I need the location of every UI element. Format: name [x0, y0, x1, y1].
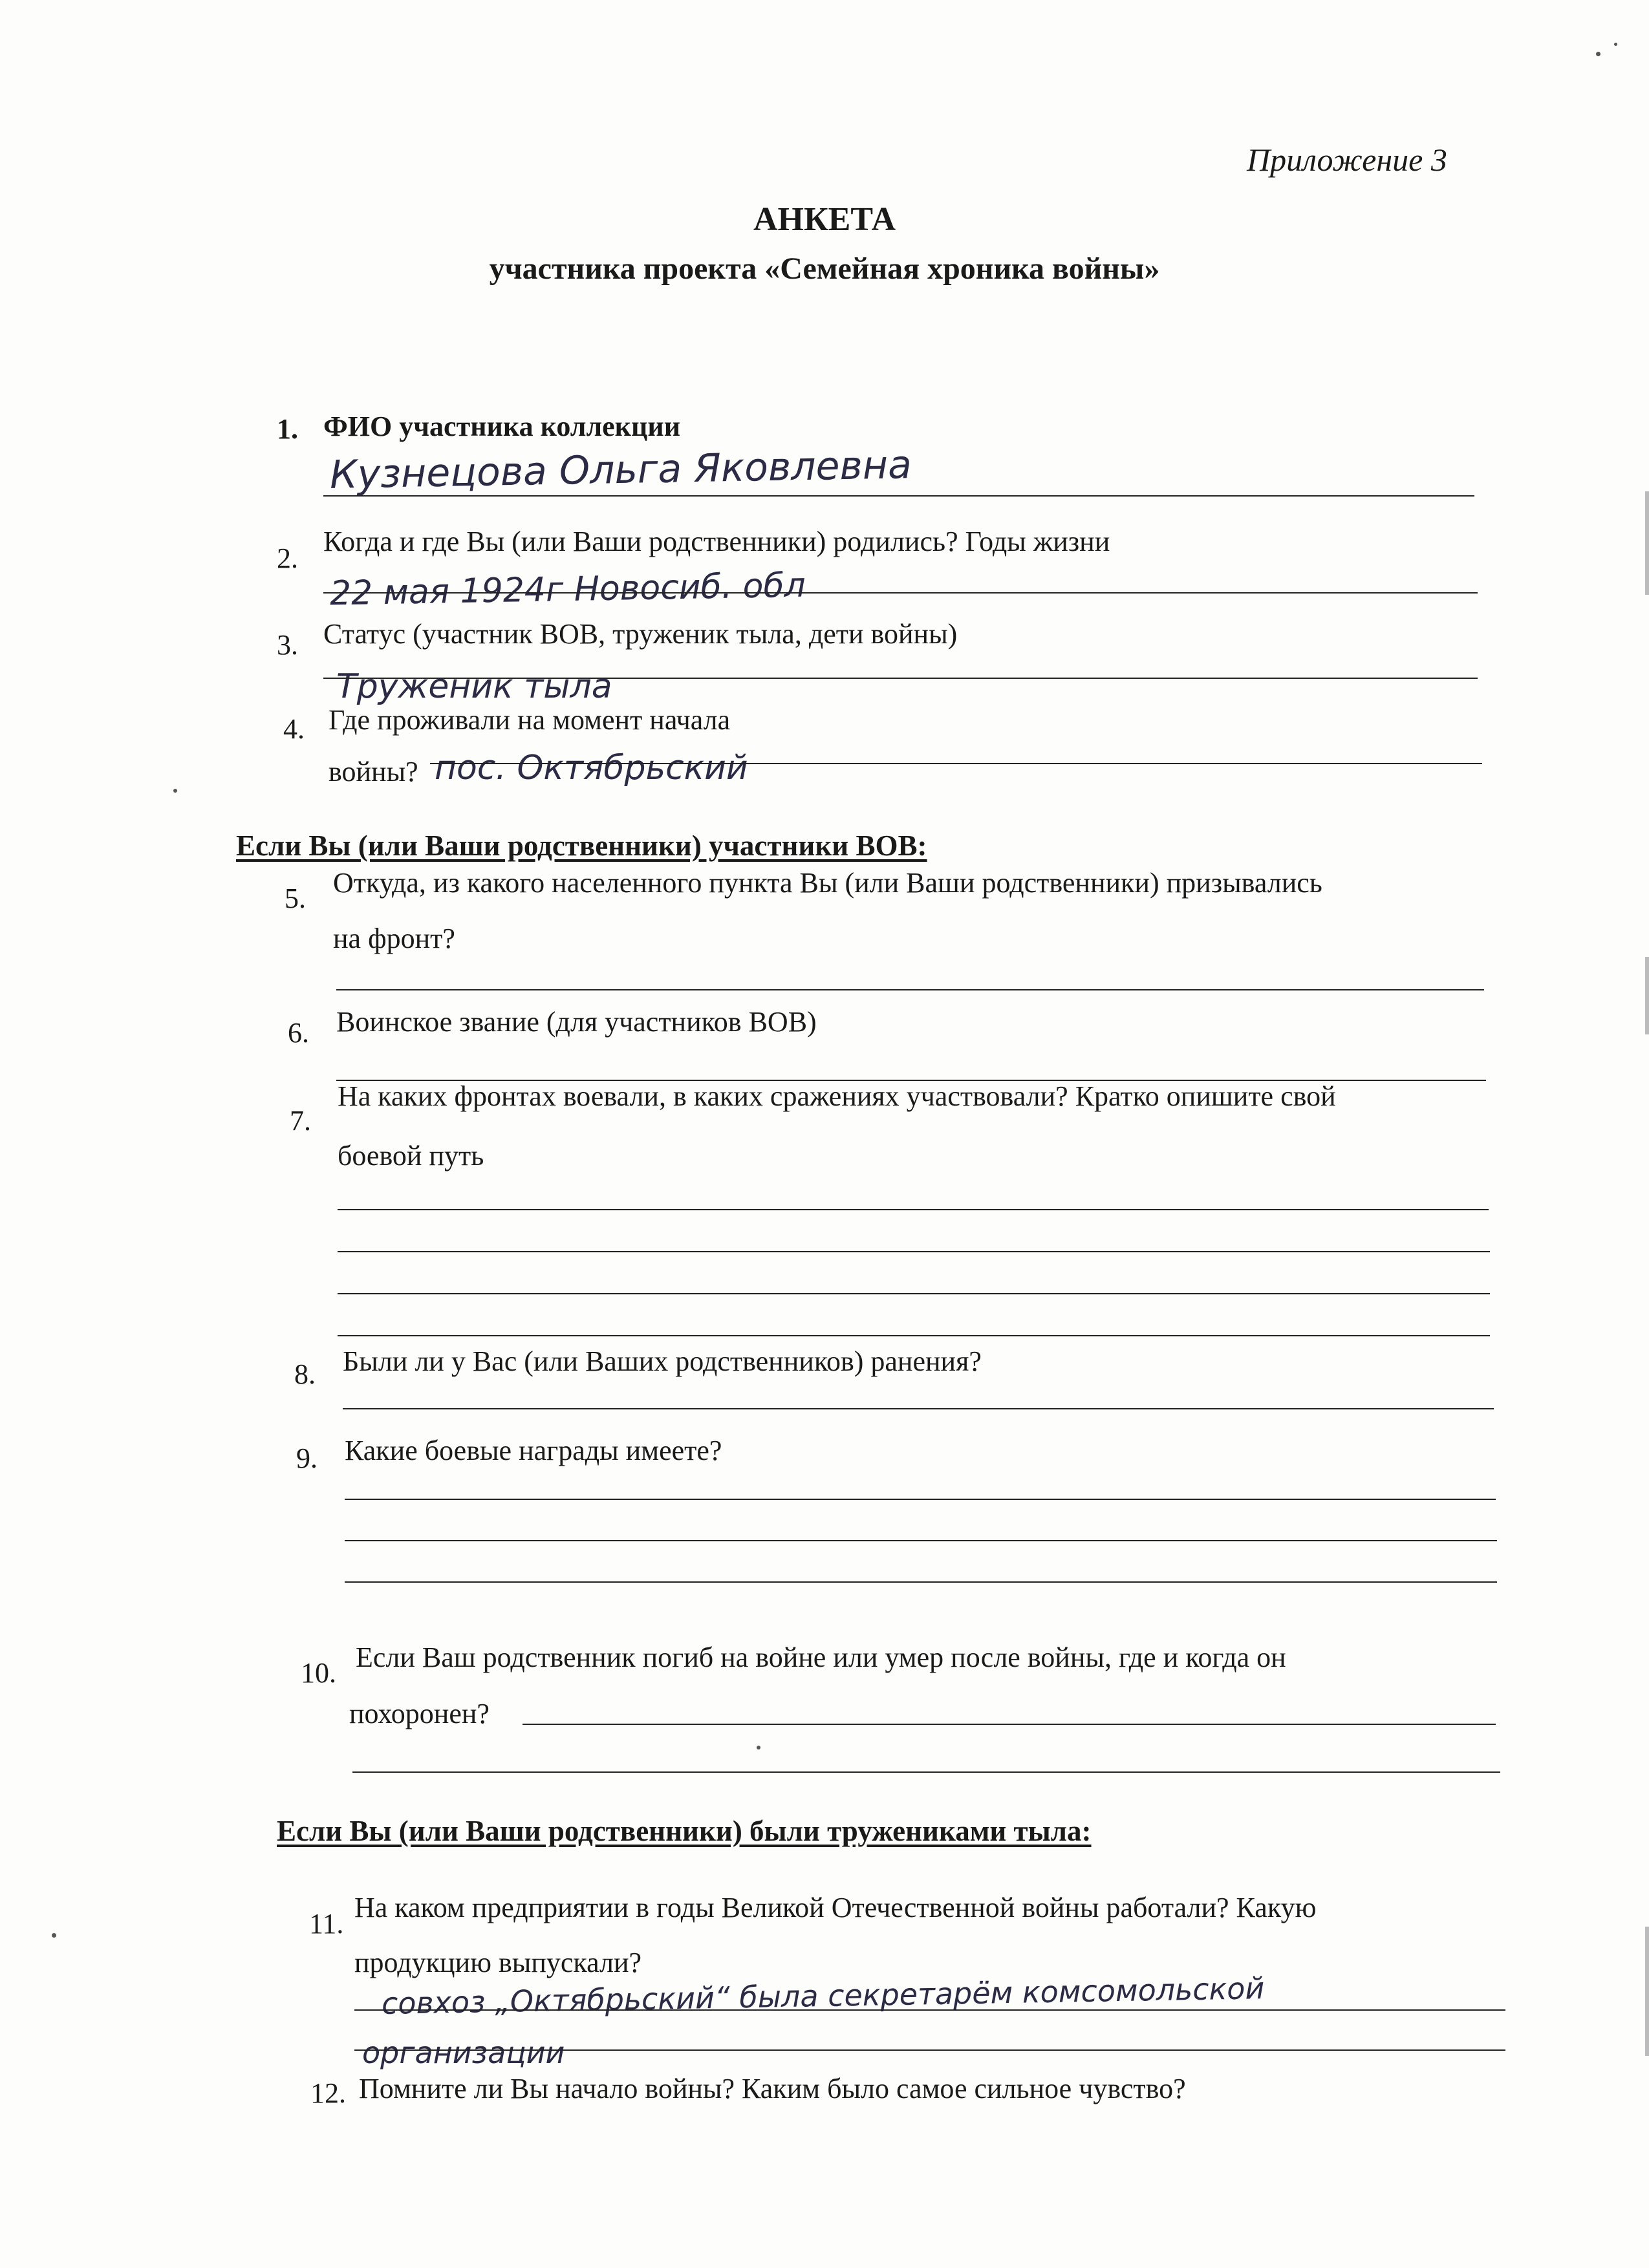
answer-3-handwriting: Труженик тыла	[336, 667, 612, 706]
answer-11-line-2	[354, 2049, 1505, 2051]
answer-1-handwriting: Кузнецова Ольга Яковлевна	[329, 442, 912, 498]
answer-7-line-3	[338, 1293, 1490, 1294]
answer-1-line	[323, 495, 1474, 497]
question-11-text-cont: продукцию выпускали?	[354, 1947, 642, 1978]
question-7-text-cont: боевой путь	[338, 1140, 484, 1171]
form-subtitle: участника проекта «Семейная хроника войны»	[489, 251, 1160, 286]
scan-speck	[1614, 43, 1617, 46]
answer-4-line	[430, 763, 1482, 764]
question-4-text: Где проживали на момент начала	[329, 704, 731, 736]
question-11-text: На каком предприятии в годы Великой Отечественной войны работали? Какую	[354, 1892, 1317, 1923]
question-5-number: 5.	[285, 883, 306, 914]
scan-edge-shadow	[1645, 491, 1649, 595]
question-3-number: 3.	[277, 629, 298, 661]
answer-9-line-2	[345, 1540, 1497, 1541]
question-12-number: 12.	[310, 2077, 346, 2109]
scan-edge-shadow	[1645, 957, 1649, 1034]
question-2-text: Когда и где Вы (или Ваши родственники) родились? Годы жизни	[323, 526, 1110, 557]
appendix-label: Приложение 3	[1247, 142, 1447, 178]
answer-2-handwriting: 22 мая 1924г Новосиб. обл	[329, 566, 806, 614]
question-8-number: 8.	[294, 1358, 316, 1390]
answer-5-line	[336, 989, 1484, 990]
question-6-text: Воинское звание (для участников ВОВ)	[336, 1006, 817, 1038]
question-4-text-cont: войны?	[329, 756, 418, 787]
question-12-text: Помните ли Вы начало войны? Каким было самое сильное чувство?	[359, 2073, 1186, 2104]
question-3-text: Статус (участник ВОВ, труженик тыла, дети войны)	[323, 618, 958, 650]
answer-7-line-1	[338, 1209, 1489, 1210]
question-2-number: 2.	[277, 542, 298, 574]
question-8-text: Были ли у Вас (или Ваших родственников) ранения?	[343, 1345, 982, 1377]
question-6-number: 6.	[288, 1017, 309, 1049]
question-10-text: Если Ваш родственник погиб на войне или умер после войны, где и когда он	[356, 1642, 1286, 1673]
question-1-number: 1.	[277, 413, 298, 445]
scan-edge-shadow	[1645, 1927, 1649, 2056]
answer-4-handwriting: пос. Октябрьский	[435, 749, 748, 787]
answer-11-handwriting-cont: организации	[362, 2035, 565, 2070]
answer-9-line-1	[345, 1499, 1496, 1500]
question-7-text: На каких фронтах воевали, в каких сражениях участвовали? Кратко опишите свой	[338, 1080, 1336, 1112]
scan-speck	[173, 789, 177, 793]
question-5-text-cont: на фронт?	[333, 923, 455, 954]
question-9-text: Какие боевые награды имеете?	[345, 1435, 722, 1466]
scan-speck	[757, 1746, 760, 1749]
section-homefront-heading: Если Вы (или Ваши родственники) были тружениками тыла:	[277, 1815, 1092, 1847]
question-1-text: ФИО участника коллекции	[323, 411, 681, 442]
answer-10-line-1	[523, 1724, 1496, 1725]
answer-11-handwriting: совхоз „Октябрьский“ была секретарём комсомольской	[381, 1971, 1265, 2021]
answer-2-line	[323, 592, 1478, 594]
answer-3-line	[323, 678, 1478, 679]
form-title: АНКЕТА	[753, 201, 896, 238]
scan-speck	[1596, 52, 1600, 56]
answer-11-line-1	[354, 2009, 1505, 2011]
question-11-number: 11.	[309, 1908, 344, 1940]
scan-speck	[52, 1933, 56, 1938]
answer-10-line-2	[352, 1771, 1500, 1773]
question-10-text-cont: похоронен?	[349, 1698, 490, 1729]
question-4-number: 4.	[283, 713, 305, 745]
question-9-number: 9.	[296, 1442, 318, 1474]
question-7-number: 7.	[290, 1105, 311, 1137]
answer-7-line-2	[338, 1251, 1490, 1252]
section-wwii-heading: Если Вы (или Ваши родственники) участники ВОВ:	[236, 829, 927, 862]
answer-8-line	[343, 1408, 1494, 1409]
answer-9-line-3	[345, 1581, 1497, 1583]
answer-7-line-4	[338, 1335, 1490, 1336]
question-10-number: 10.	[301, 1657, 336, 1689]
question-5-text: Откуда, из какого населенного пункта Вы (или Ваши родственники) призывались	[333, 867, 1322, 899]
